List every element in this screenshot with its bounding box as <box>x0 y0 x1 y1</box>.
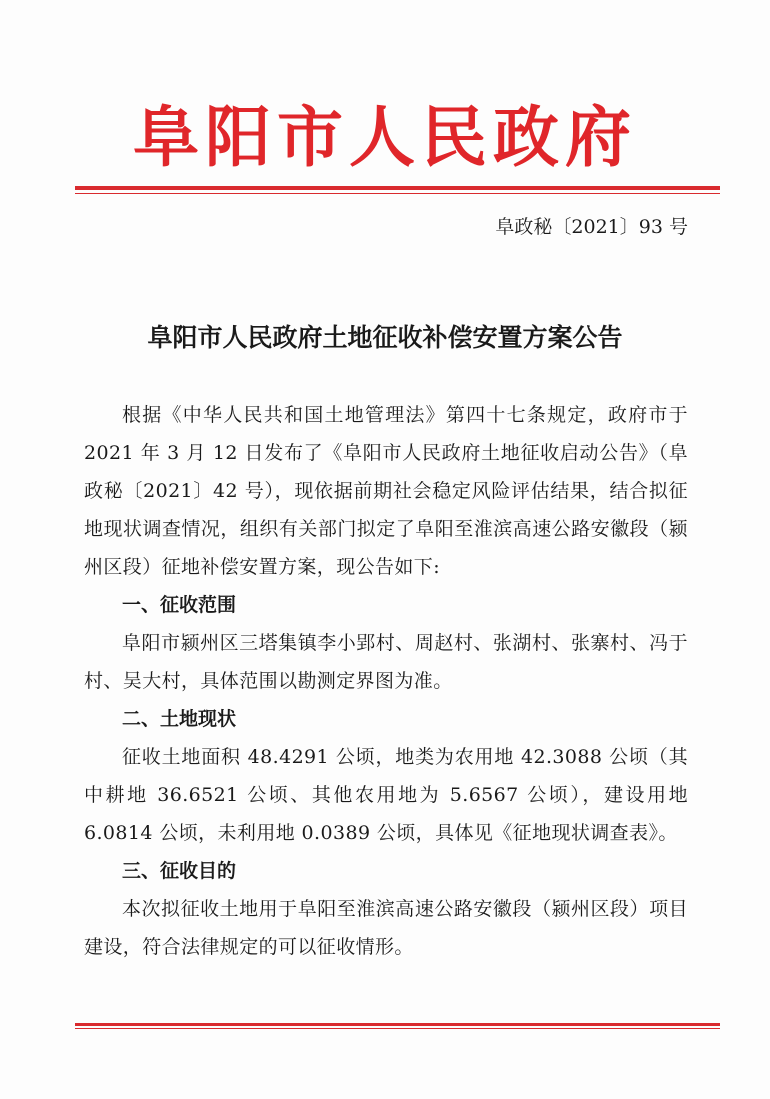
section-heading-purpose: 三、征收目的 <box>122 860 237 882</box>
intro-paragraph: 根据《中华人民共和国土地管理法》第四十七条规定，政府市于 2021 年 3 月 12 日发布了《阜阳市人民政府土地征收启动公告》（阜政秘〔2021〕42 号），现依据前期社会稳定风险评估结果，结合拟征地现状调查情况，组织有关部门拟定了阜阳至淮滨高速公路安徽段（颍州区段）征地补偿安置方案，现公告如下: <box>84 404 688 578</box>
section-text-land-status: 征收土地面积 48.4291 公顷，地类为农用地 42.3088 公顷（其中耕地 36.6521 公顷、其他农用地为 5.6567 公顷），建设用地 6.0814 公顷，未利用地 0.0389 公顷，具体见《征地现状调查表》。 <box>84 746 688 844</box>
section-heading-scope: 一、征收范围 <box>122 594 237 616</box>
footer-divider-thin <box>75 1028 720 1029</box>
document-title: 阜阳市人民政府土地征收补偿安置方案公告 <box>147 323 623 352</box>
header-divider-thick <box>75 186 720 190</box>
document-body <box>84 396 688 966</box>
header-divider-thin <box>75 193 720 194</box>
issuer-header-title: 阜阳市人民政府 <box>133 98 637 176</box>
document-number: 阜政秘〔2021〕93 号 <box>495 216 688 238</box>
section-heading-land-status: 二、土地现状 <box>122 708 237 730</box>
section-text-purpose: 本次拟征收土地用于阜阳至淮滨高速公路安徽段（颍州区段）项目建设，符合法律规定的可以征收情形。 <box>84 898 688 958</box>
section-text-scope: 阜阳市颍州区三塔集镇李小郢村、周赵村、张湖村、张寨村、冯于村、吴大村，具体范围以勘测定界图为准。 <box>84 632 688 692</box>
footer-divider-thick <box>75 1023 720 1026</box>
